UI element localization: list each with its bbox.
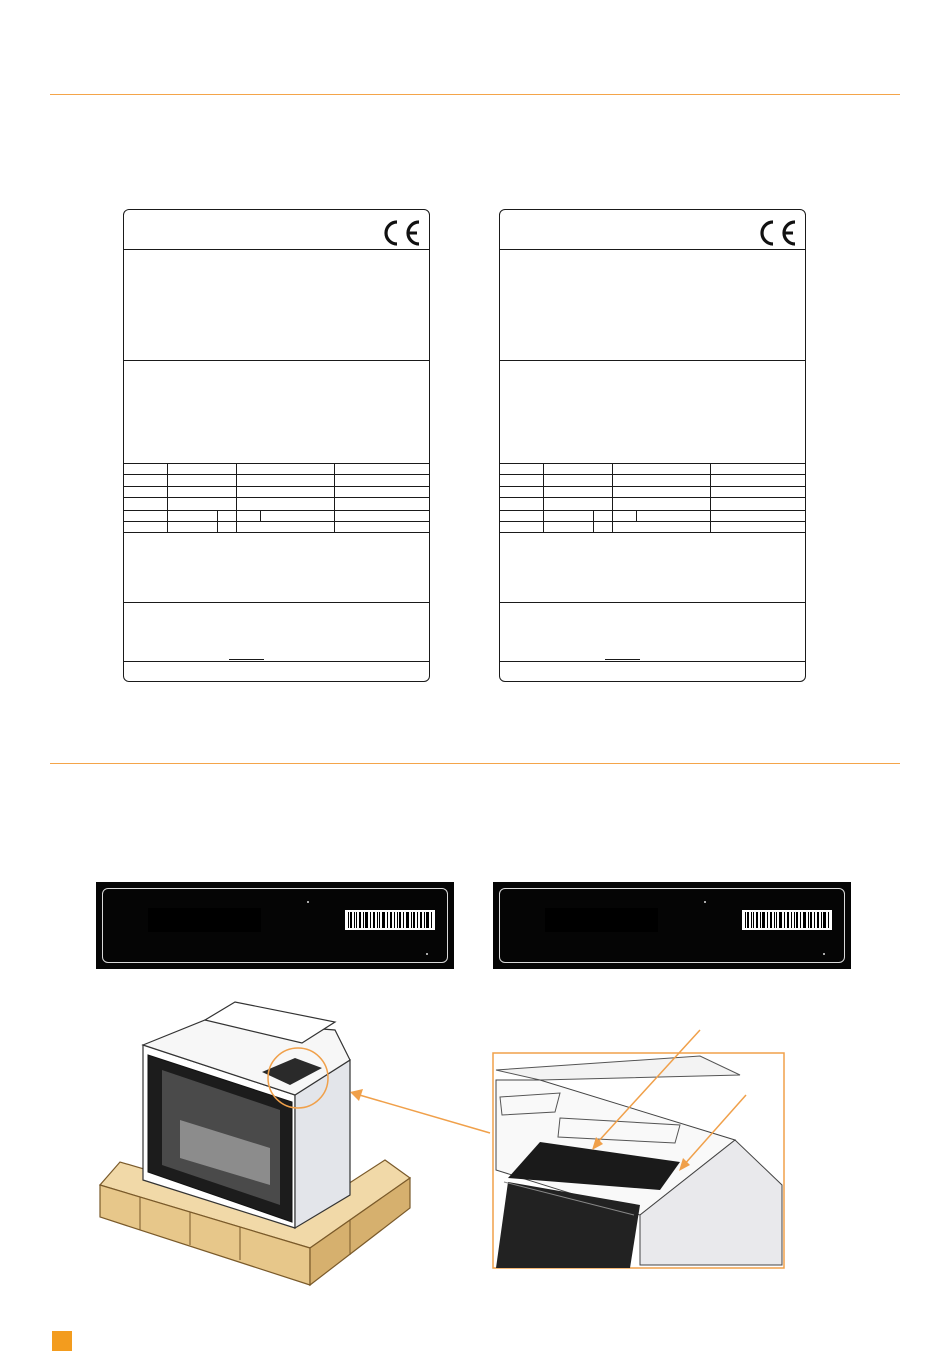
fireplace-on-pallet-icon [100, 1002, 410, 1285]
label-location-detail-icon [493, 1053, 784, 1268]
page-marker [52, 1331, 72, 1351]
